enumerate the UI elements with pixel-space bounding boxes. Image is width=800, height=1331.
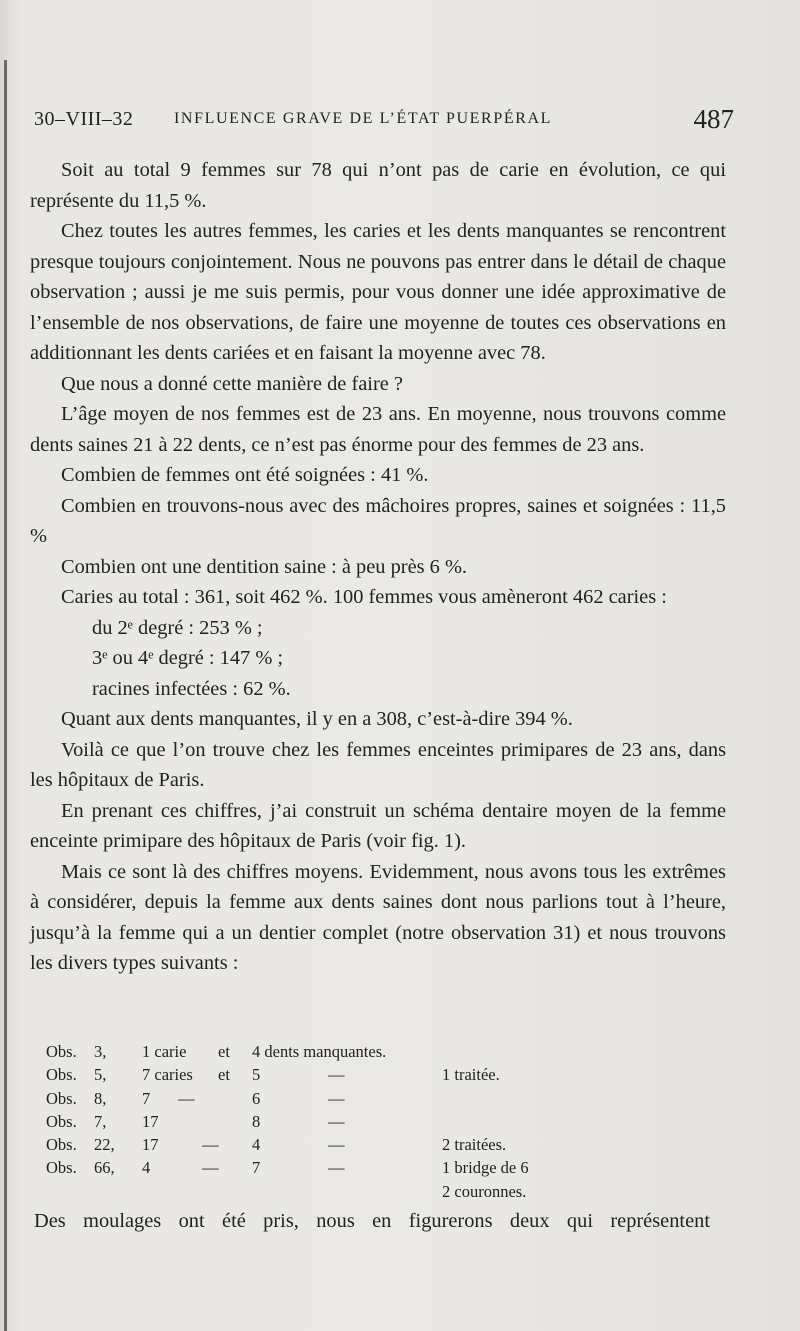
obs-et: — (202, 1135, 219, 1155)
obs-number: 22, (94, 1135, 115, 1155)
table-row (46, 1133, 726, 1156)
paragraph: L’âge moyen de nos femmes est de 23 ans. En moyenne, nous trouvons comme dents saines 21 à 22 dents, ce n’est pas énorme pour des femmes de 23 ans. (30, 403, 726, 456)
obs-number: 8, (94, 1088, 107, 1108)
obs-note: 1 bridge de 6 (442, 1158, 529, 1178)
header-date: 30–VIII–32 (34, 108, 134, 130)
running-header (34, 104, 734, 136)
obs-label: Obs. (46, 1065, 77, 1085)
obs-manquantes: 8 (252, 1111, 261, 1131)
table-row (46, 1110, 726, 1133)
obs-caries: 17 (142, 1111, 159, 1131)
obs-manquantes: 4 (252, 1135, 261, 1155)
ditto-dash: — (328, 1135, 345, 1155)
paragraph: En prenant ces chiffres, j’ai construit un schéma dentaire moyen de la femme enceinte primipare des hôpitaux de Paris (voir fig. 1). (30, 799, 726, 852)
table-row (46, 1087, 726, 1110)
caries-item: 3ᵉ ou 4ᵉ degré : 147 % ; (92, 647, 284, 669)
paragraph: Combien de femmes ont été soignées : 41 %. (61, 464, 429, 486)
ditto-dash: — (328, 1065, 345, 1085)
obs-manquantes: 7 (252, 1158, 261, 1178)
table-row (46, 1040, 726, 1063)
obs-et: et (218, 1042, 230, 1061)
obs-label: Obs. (46, 1088, 77, 1108)
ditto-dash: — (328, 1111, 345, 1131)
header-title: INFLUENCE GRAVE DE L’ÉTAT PUERPÉRAL (174, 110, 552, 127)
caries-item: du 2ᵉ degré : 253 % ; (92, 616, 263, 639)
page-number: 487 (693, 104, 734, 134)
obs-et: — (178, 1088, 195, 1108)
paragraph: Chez toutes les autres femmes, les caries et les dents manquantes se rencontrent presque toujours conjointement. Nous ne pouvons pas entrer dans le détail de chaque observation ; aussi je me suis permis, pour vous donner une idée approximative de l’ensemble de nos observations, de faire une moyenne de toutes ces observations en additionnant les dents cariées et en faisant la moyenne avec 78. (30, 220, 726, 364)
obs-caries: 7 (142, 1088, 151, 1108)
caries-item: racines infectées : 62 %. (92, 677, 291, 700)
page-spine-shadow (4, 60, 7, 1331)
obs-caries: 4 (142, 1158, 151, 1178)
obs-number: 3, (94, 1042, 107, 1061)
obs-label: Obs. (46, 1111, 77, 1131)
paragraph: Mais ce sont là des chiffres moyens. Evidemment, nous avons tous les extrêmes à considérer, depuis la femme aux dents saines dont nous parlions tout à l’heure, jusqu’à la femme qui a un dentier complet (notre observation 31) et nous trouvons les divers types suivants : (30, 860, 726, 974)
obs-note: 2 traitées. (442, 1135, 507, 1155)
obs-number: 66, (94, 1158, 115, 1178)
obs-number: 5, (94, 1065, 107, 1085)
obs-et: et (218, 1065, 230, 1085)
ditto-dash: — (328, 1088, 345, 1108)
obs-manquantes: 6 (252, 1088, 261, 1108)
paragraph: Caries au total : 361, soit 462 %. 100 femmes vous amèneront 462 caries : (61, 586, 667, 608)
obs-manquantes: 4 dents manquantes. (252, 1042, 387, 1061)
obs-manquantes: 5 (252, 1065, 261, 1085)
paragraph: Voilà ce que l’on trouve chez les femmes enceintes primipares de 23 ans, dans les hôpitaux de Paris. (30, 738, 726, 791)
obs-note: 2 couronnes. (442, 1181, 527, 1201)
paragraph: Combien en trouvons-nous avec des mâchoires propres, saines et soignées : 11,5 % (30, 494, 726, 547)
table-row (46, 1063, 726, 1086)
observations-table (46, 1040, 726, 1203)
paragraph: Soit au total 9 femmes sur 78 qui n’ont pas de carie en évolution, ce qui représente du 11,5 %. (30, 159, 726, 212)
table-row (46, 1180, 726, 1203)
obs-label: Obs. (46, 1158, 77, 1178)
paragraph: Quant aux dents manquantes, il y en a 308, c’est-à-dire 394 %. (61, 708, 573, 730)
obs-caries: 7 caries (142, 1065, 193, 1085)
paragraph: Que nous a donné cette manière de faire ? (61, 372, 403, 395)
obs-note: 1 traitée. (442, 1065, 500, 1085)
paragraph: Combien ont une dentition saine : à peu près 6 %. (61, 555, 468, 578)
closing-line: Des moulages ont été pris, nous en figurerons deux qui représentent (34, 1210, 710, 1232)
obs-number: 7, (94, 1111, 107, 1131)
body-text (30, 155, 726, 979)
obs-caries: 17 (142, 1135, 159, 1155)
obs-label: Obs. (46, 1042, 77, 1061)
table-row (46, 1156, 726, 1179)
obs-label: Obs. (46, 1135, 77, 1155)
ditto-dash: — (328, 1158, 345, 1178)
obs-caries: 1 carie (142, 1042, 187, 1061)
obs-et: — (202, 1158, 219, 1178)
